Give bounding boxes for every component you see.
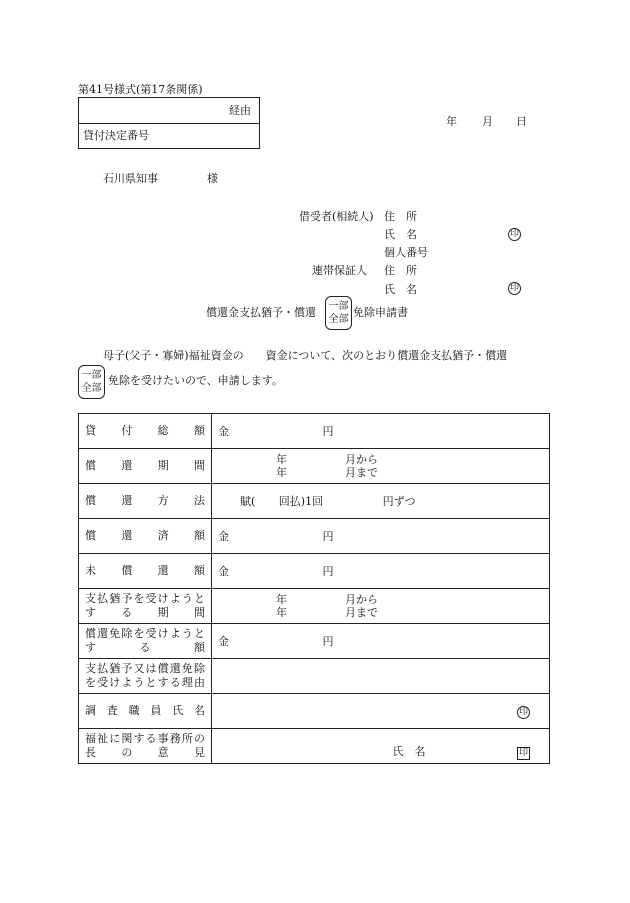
row-value xyxy=(212,449,550,484)
value-unit: 円 xyxy=(322,425,334,438)
row-label xyxy=(79,624,212,659)
routing-box-divider xyxy=(79,123,259,124)
office-name-label: 氏 名 xyxy=(392,745,426,758)
method-count: 回払)1回 xyxy=(278,495,324,508)
loan-number-label: 貸付決定番号 xyxy=(83,129,149,142)
row-label-line1: 支払猶予又は償還免除 xyxy=(85,662,205,675)
row-label-line1: 支払猶予を受けようと xyxy=(85,592,205,605)
row-label xyxy=(79,659,212,694)
body-text-line2: 免除を受けたいので、申請します。 xyxy=(108,374,283,387)
row-label xyxy=(79,729,212,764)
value-unit: 円 xyxy=(322,565,334,578)
table-row-loan-total xyxy=(79,414,550,449)
row-value xyxy=(212,729,550,764)
row-label-line2: 長の意見 xyxy=(85,746,205,759)
row-value xyxy=(212,484,550,519)
borrower-name-label: 氏 名 xyxy=(384,228,417,241)
table-row-investigator xyxy=(79,694,550,729)
title-option-bracket xyxy=(325,296,352,330)
table-row-exemption-amount xyxy=(79,624,550,659)
guarantor-label: 連帯保証人 xyxy=(312,264,367,277)
row-label: 償還方法 xyxy=(79,484,212,519)
investigator-seal-icon: 印 xyxy=(518,706,528,717)
borrower-address-label: 住 所 xyxy=(384,210,417,223)
period-year-to: 年 xyxy=(276,466,287,479)
form-number: 第41号様式(第17条関係) xyxy=(78,83,203,96)
row-label-line1: 償還免除を受けようと xyxy=(85,627,205,640)
table-row-repayment-period xyxy=(79,449,550,484)
routing-box xyxy=(78,97,260,149)
deferral-year-to: 年 xyxy=(276,606,287,619)
row-label-line2: する期間 xyxy=(85,606,205,619)
personal-number-label: 個人番号 xyxy=(384,246,428,259)
method-installment: 賦( xyxy=(240,495,256,508)
row-label: 貸付総額 xyxy=(79,414,212,449)
period-month-to: 月まで xyxy=(345,466,378,479)
deferral-month-from: 月から xyxy=(345,593,378,606)
table-row-repaid-amount xyxy=(79,519,550,554)
row-label: 未償還額 xyxy=(79,554,212,589)
date-year: 年 xyxy=(446,115,457,128)
borrower-label: 借受者(相続人) xyxy=(299,210,374,223)
table-row-repayment-method xyxy=(79,484,550,519)
value-prefix: 金 xyxy=(218,425,229,438)
value-prefix: 金 xyxy=(218,565,229,578)
deferral-year-from: 年 xyxy=(276,593,287,606)
guarantor-name-label: 氏 名 xyxy=(384,283,417,296)
row-value xyxy=(212,694,550,729)
body-text-line1: 母子(父子・寡婦)福祉資金の 資金について、次のとおり償還金支払猶予・償還 xyxy=(103,349,508,362)
application-table xyxy=(78,413,550,764)
row-label-line2: する額 xyxy=(85,641,205,654)
guarantor-seal-icon: 印 xyxy=(509,283,519,293)
table-row-reason xyxy=(79,659,550,694)
body-option-partial: 一部 xyxy=(81,370,102,381)
value-unit: 円 xyxy=(322,635,334,648)
value-prefix: 金 xyxy=(218,635,229,648)
row-value xyxy=(212,589,550,624)
via-label: 経由 xyxy=(229,104,251,117)
body-option-full: 全部 xyxy=(81,383,102,394)
document-title-prefix: 償還金支払猶予・償還 xyxy=(206,306,316,319)
value-prefix: 金 xyxy=(218,530,229,543)
addressee-name: 石川県知事 xyxy=(103,172,158,185)
row-label: 償還期間 xyxy=(79,449,212,484)
title-option-full: 全部 xyxy=(328,314,349,325)
row-value xyxy=(212,519,550,554)
body-option-bracket xyxy=(78,365,105,399)
deferral-month-to: 月まで xyxy=(345,606,378,619)
table-row-unpaid-amount xyxy=(79,554,550,589)
borrower-seal-icon: 印 xyxy=(509,229,519,239)
guarantor-address-label: 住 所 xyxy=(384,264,417,277)
row-label-line2: を受けようとする理由 xyxy=(85,676,205,689)
office-seal-icon: 印 xyxy=(518,748,528,758)
document-title-suffix: 免除申請書 xyxy=(353,306,408,319)
row-label-line1: 福祉に関する事務所の xyxy=(85,732,205,745)
addressee-honorific: 様 xyxy=(207,172,218,185)
row-value xyxy=(212,624,550,659)
method-amount: 円ずつ xyxy=(382,495,416,508)
table-row-office-opinion xyxy=(79,729,550,764)
row-value xyxy=(212,659,550,694)
row-value xyxy=(212,554,550,589)
value-unit: 円 xyxy=(322,530,334,543)
period-month-from: 月から xyxy=(345,453,378,466)
row-label: 調査職員氏名 xyxy=(79,694,212,729)
date-month: 月 xyxy=(482,115,493,128)
date-day: 日 xyxy=(516,115,527,128)
table-row-deferral-period xyxy=(79,589,550,624)
row-label: 償還済額 xyxy=(79,519,212,554)
title-option-partial: 一部 xyxy=(328,301,349,312)
row-value xyxy=(212,414,550,449)
period-year-from: 年 xyxy=(276,453,287,466)
row-label xyxy=(79,589,212,624)
